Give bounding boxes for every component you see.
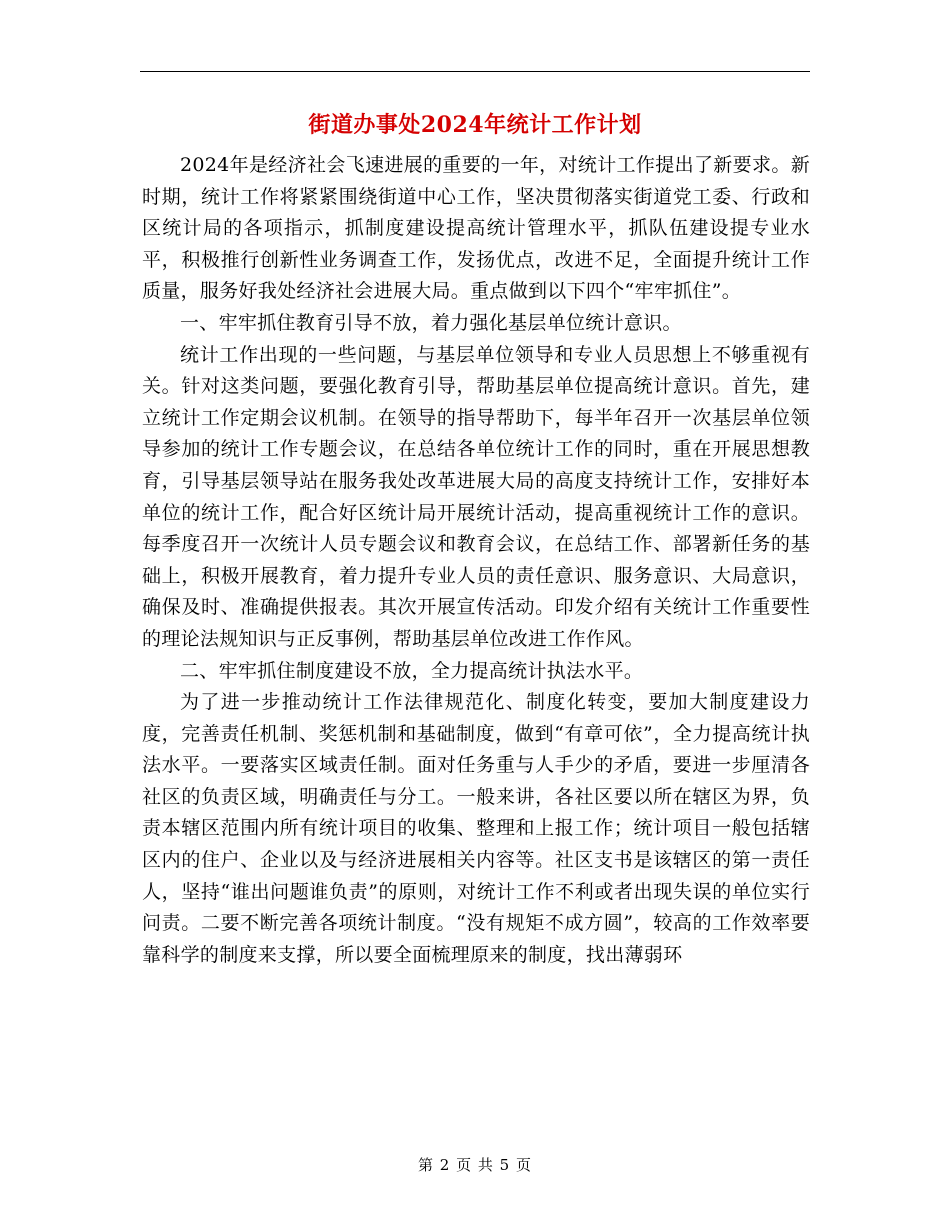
section-heading-1: 一、牢牢抓住教育引导不放，着力强化基层单位统计意识。 bbox=[180, 311, 682, 334]
document-body bbox=[142, 150, 810, 971]
paragraph-intro: 2024年是经济社会飞速进展的重要的一年，对统计工作提出了新要求。新时期，统计工作将紧紧围绕街道中心工作，坚决贯彻落实街道党工委、行政和区统计局的各项指示，抓制度建设提高统计管理水平，抓队伍建设提专业水平，积极推行创新性业务调查工作，发扬优点，改进不足，全面提升统计工作质量，服务好我处经济社会进展大局。重点做到以下四个“牢牢抓住”。 bbox=[142, 154, 810, 303]
paragraph-section-2: 为了进一步推动统计工作法律规范化、制度化转变，要加大制度建设力度，完善责任机制、奖惩机制和基础制度，做到“有章可依”，全力提高统计执法水平。一要落实区域责任制。面对任务重与人手少的矛盾，要进一步厘清各社区的负责区域，明确责任与分工。一般来讲，各社区要以所在辖区为界，负责本辖区范围内所有统计项目的收集、整理和上报工作；统计项目一般包括辖区内的住户、企业以及与经济进展相关内容等。社区支书是该辖区的第一责任人，坚持“谁出问题谁负责”的原则，对统计工作不利或者出现失误的单位实行问责。二要不断完善各项统计制度。“没有规矩不成方圆”，较高的工作效率要靠科学的制度来支撑，所以要全面梳理原来的制度，找出薄弱环 bbox=[142, 691, 810, 966]
paragraph-section-1: 统计工作出现的一些问题，与基层单位领导和专业人员思想上不够重视有关。针对这类问题，要强化教育引导，帮助基层单位提高统计意识。首先，建立统计工作定期会议机制。在领导的指导帮助下，每半年召开一次基层单位领导参加的统计工作专题会议，在总结各单位统计工作的同时，重在开展思想教育，引导基层领导站在服务我处改革进展大局的高度支持统计工作，安排好本单位的统计工作，配合好区统计局开展统计活动，提高重视统计工作的意识。每季度召开一次统计人员专题会议和教育会议，在总结工作、部署新任务的基础上，积极开展教育，着力提升专业人员的责任意识、服务意识、大局意识，确保及时、准确提供报表。其次开展宣传活动。印发介绍有关统计工作重要性的理论法规知识与正反事例，帮助基层单位改进工作作风。 bbox=[142, 343, 810, 650]
header-rule bbox=[140, 71, 810, 72]
section-heading-2: 二、牢牢抓住制度建设不放，全力提高统计执法水平。 bbox=[180, 659, 644, 682]
document-title: 街道办事处2024年统计工作计划 bbox=[308, 112, 642, 138]
page-number: 第 2 页 共 5 页 bbox=[418, 1156, 532, 1174]
